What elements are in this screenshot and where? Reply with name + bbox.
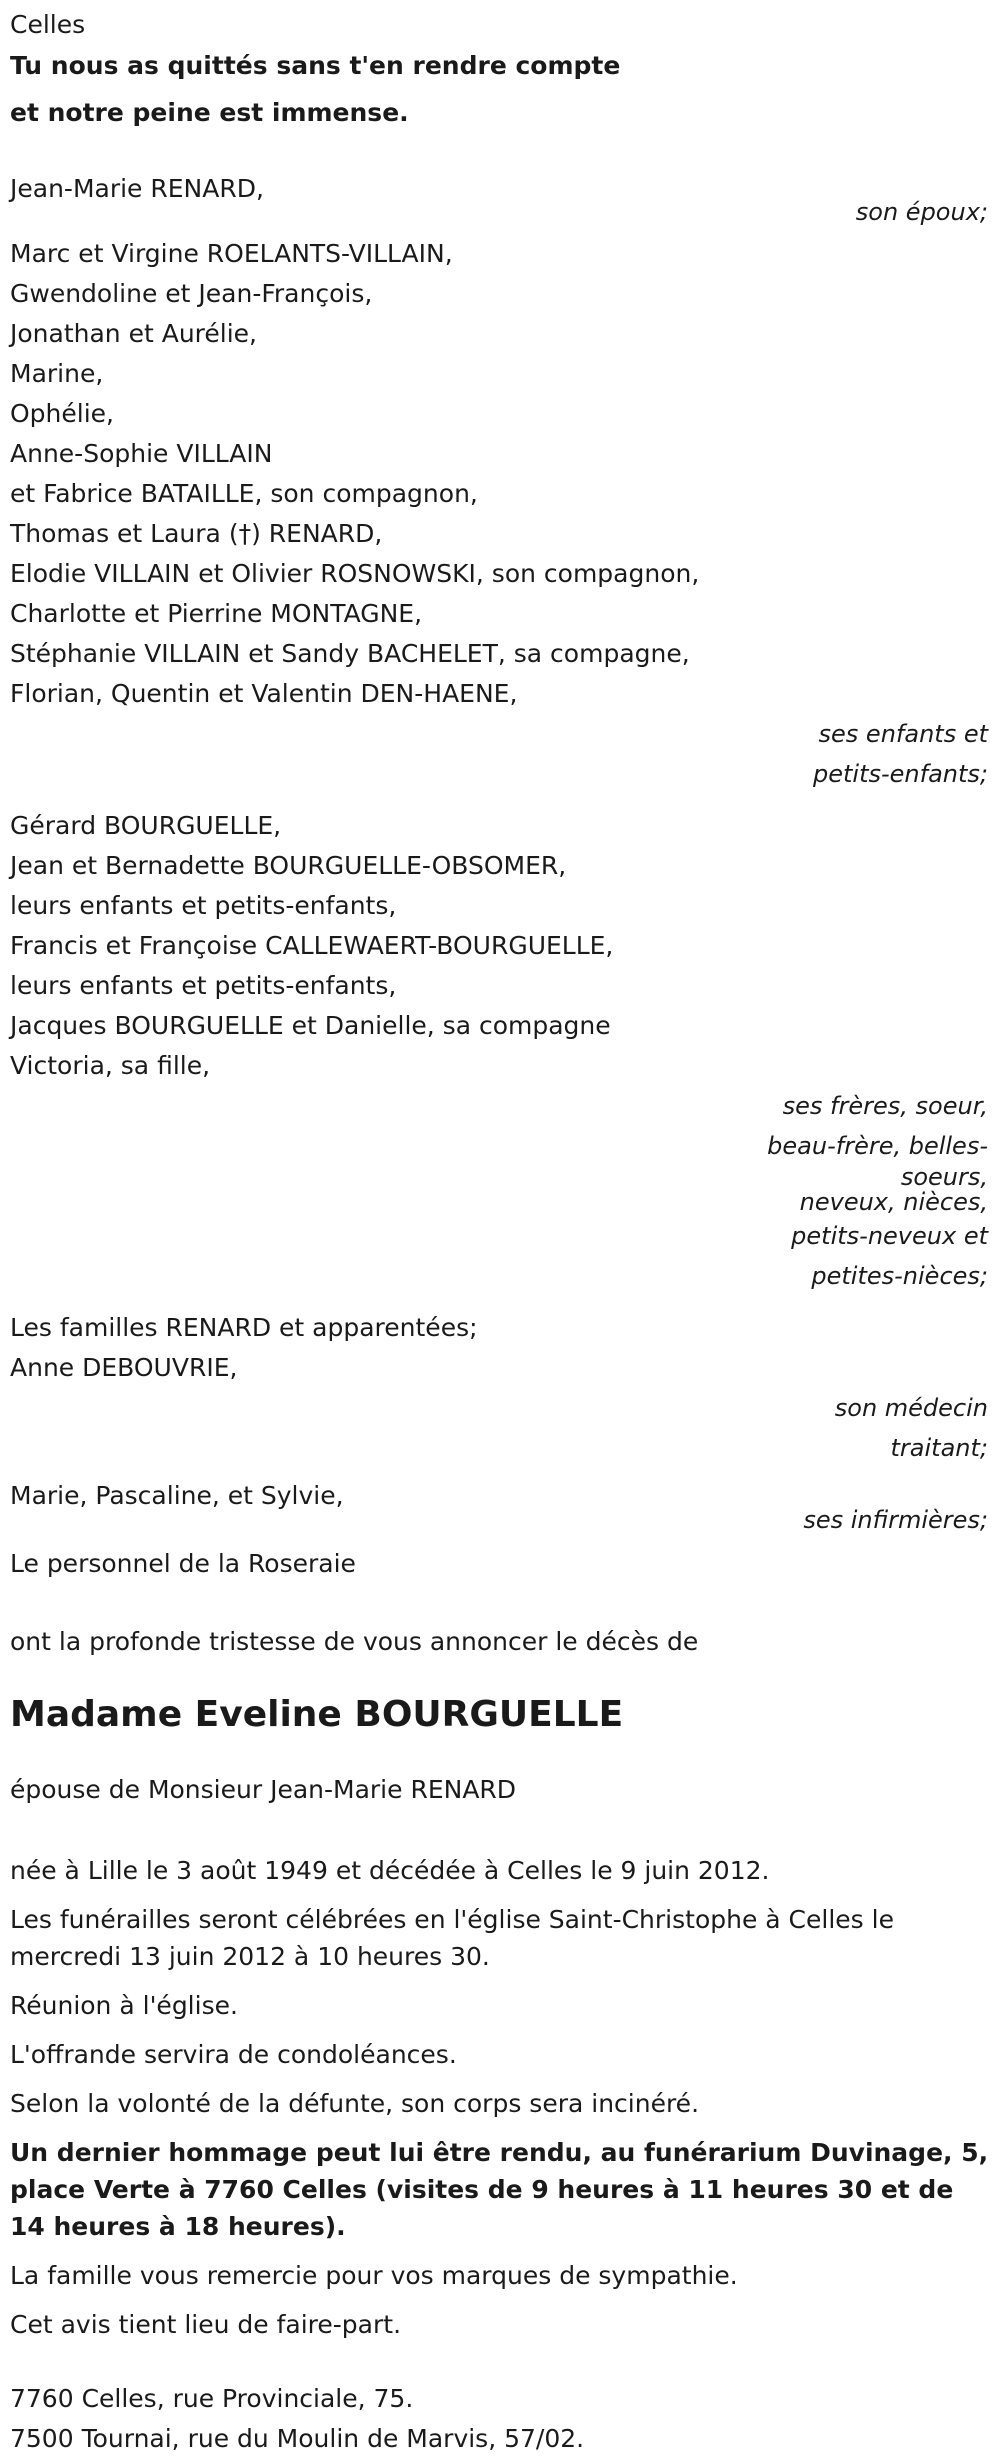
- doctor-role-line-1: son médecin: [834, 1394, 988, 1422]
- meeting-line: Réunion à l'église.: [10, 1991, 238, 2020]
- nurses-names: Marie, Pascaline, et Sylvie,: [10, 1481, 344, 1510]
- nurses-block: [10, 1476, 990, 1540]
- children-role-line-1: ses enfants et: [818, 720, 988, 748]
- sibling-line: Jacques BOURGUELLE et Danielle, sa compagne: [10, 1011, 611, 1040]
- child-line: Marine,: [10, 359, 104, 388]
- child-line: Elodie VILLAIN et Olivier ROSNOWSKI, son compagnon,: [10, 559, 700, 588]
- place-name: Celles: [10, 10, 86, 39]
- child-line: Florian, Quentin et Valentin DEN-HAENE,: [10, 679, 518, 708]
- child-line: Marc et Virgine ROELANTS-VILLAIN,: [10, 239, 453, 268]
- sibling-line: leurs enfants et petits-enfants,: [10, 891, 397, 920]
- doctor-name: Anne DEBOUVRIE,: [10, 1353, 238, 1382]
- verse-line-2: et notre peine est immense.: [10, 98, 409, 127]
- address-line-2: 7500 Tournai, rue du Moulin de Marvis, 57/02.: [10, 2424, 585, 2453]
- families-line: Les familles RENARD et apparentées;: [10, 1313, 478, 1342]
- addresses-block: [10, 2379, 990, 2459]
- children-role-line-2: petits-enfants;: [813, 760, 988, 788]
- sibling-line: Victoria, sa fille,: [10, 1051, 211, 1080]
- siblings-role-line-2: beau-frère, belles-: [767, 1132, 988, 1160]
- staff-line: Le personnel de la Roseraie: [10, 1549, 356, 1578]
- child-line: Ophélie,: [10, 399, 114, 428]
- birth-death-line: née à Lille le 3 août 1949 et décédée à Celles le 9 juin 2012.: [10, 1856, 770, 1885]
- child-line: Jonathan et Aurélie,: [10, 319, 257, 348]
- child-line: Gwendoline et Jean-François,: [10, 279, 373, 308]
- nurses-role: ses infirmières;: [803, 1506, 988, 1534]
- notice-line: Cet avis tient lieu de faire-part.: [10, 2310, 402, 2339]
- siblings-role-line-5: petits-neveux et: [791, 1222, 988, 1250]
- sibling-line: leurs enfants et petits-enfants,: [10, 971, 397, 1000]
- announcement-lead: ont la profonde tristesse de vous annoncer le décès de: [10, 1627, 699, 1656]
- sibling-line: Gérard BOURGUELLE,: [10, 811, 282, 840]
- thanks-line: La famille vous remercie pour vos marques de sympathie.: [10, 2261, 738, 2290]
- spouse-of-line: épouse de Monsieur Jean-Marie RENARD: [10, 1775, 517, 1804]
- child-line: Anne-Sophie VILLAIN: [10, 439, 273, 468]
- wish-line: Selon la volonté de la défunte, son corps sera incinéré.: [10, 2089, 700, 2118]
- child-line: Charlotte et Pierrine MONTAGNE,: [10, 599, 423, 628]
- spouse-block: [10, 170, 990, 230]
- child-line: et Fabrice BATAILLE, son compagnon,: [10, 479, 478, 508]
- spouse-role: son époux;: [855, 198, 988, 226]
- children-block: [10, 234, 990, 794]
- address-line-1: 7760 Celles, rue Provinciale, 75.: [10, 2384, 414, 2413]
- siblings-role-line-4: neveux, nièces,: [799, 1188, 988, 1216]
- siblings-role-line-6: petites-nièces;: [811, 1262, 988, 1290]
- spouse-name: Jean-Marie RENARD,: [10, 174, 264, 203]
- families-block: [10, 1308, 990, 1468]
- verse-line-1: Tu nous as quittés sans t'en rendre compte: [10, 51, 621, 80]
- offering-line: L'offrande servira de condoléances.: [10, 2040, 457, 2069]
- tribute-paragraph: Un dernier hommage peut lui être rendu, au funérarium Duvinage, 5, place Verte à 7760 Celles (visites de 9 heures à 11 heures 30 et de 14 heures à 18 heures).: [10, 2138, 989, 2241]
- child-line: Stéphanie VILLAIN et Sandy BACHELET, sa compagne,: [10, 639, 690, 668]
- sibling-line: Jean et Bernadette BOURGUELLE-OBSOMER,: [10, 851, 567, 880]
- siblings-role-line-1: ses frères, soeur,: [782, 1092, 988, 1120]
- siblings-block: [10, 806, 990, 1296]
- siblings-role-line-3: soeurs,: [900, 1163, 988, 1191]
- doctor-role-line-2: traitant;: [890, 1434, 988, 1462]
- child-line: Thomas et Laura (†) RENARD,: [10, 519, 383, 548]
- deceased-name: Madame Eveline BOURGUELLE: [10, 1694, 624, 1735]
- funeral-paragraph: Les funérailles seront célébrées en l'église Saint-Christophe à Celles le mercredi 13 juin 2012 à 10 heures 30.: [10, 1905, 894, 1971]
- sibling-line: Francis et Françoise CALLEWAERT-BOURGUELLE,: [10, 931, 614, 960]
